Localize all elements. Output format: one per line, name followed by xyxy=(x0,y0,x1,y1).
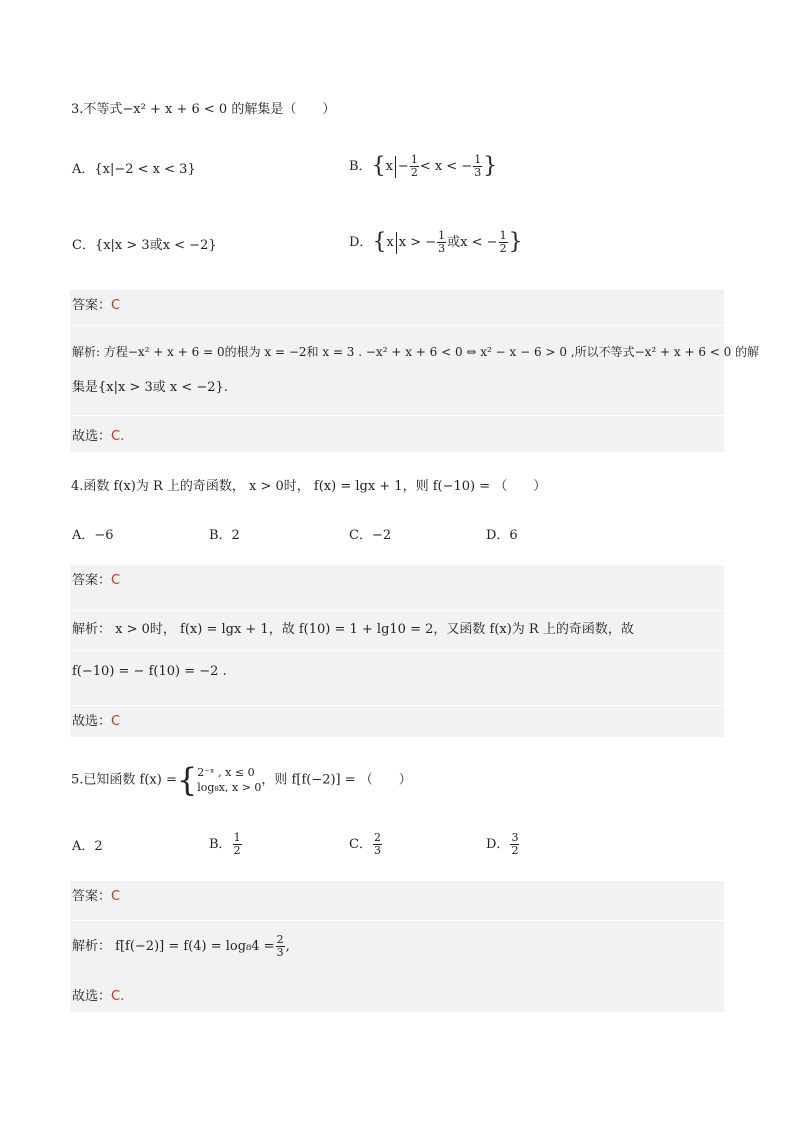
q5-option-c-label: C． xyxy=(349,837,372,852)
q4-option-c[interactable]: C．−2 xyxy=(349,528,392,543)
divider xyxy=(70,325,724,326)
q5-option-d-label: D． xyxy=(486,837,510,852)
left-brace-icon: { xyxy=(176,761,198,799)
q5-answer xyxy=(72,887,120,907)
q5-stem-pre: 5.已知函数 f(x) = xyxy=(71,772,177,788)
q3-choose-value: C. xyxy=(111,429,125,444)
q3-option-d-frac1: $\frac{1}{3}$ xyxy=(438,229,446,255)
q5-piece-2: log₈x, x > 0 xyxy=(197,781,262,794)
q3-option-c[interactable] xyxy=(72,236,217,256)
q4-choose-value: C xyxy=(111,714,121,729)
q5-option-d-frac: $\frac{3}{2}$ xyxy=(511,831,519,857)
q5-stem-post: ，则 f[f(−2)] = （ ） xyxy=(261,772,412,788)
q4-answer-box xyxy=(70,565,724,737)
q4-answer xyxy=(72,571,120,591)
q3-option-a-label: A． xyxy=(72,162,95,177)
q3-option-d-var: x xyxy=(386,235,394,250)
q3-option-b-frac2: $\frac{1}{3}$ xyxy=(474,153,482,179)
divider xyxy=(70,920,724,921)
q5-answer-value: C xyxy=(111,889,121,904)
q4-choose xyxy=(72,712,120,732)
q5-choose-label: 故选： xyxy=(72,989,112,1004)
q3-answer-label: 答案： xyxy=(72,298,112,313)
q4-analysis-cont: f(−10) = − f(10) = −2 . xyxy=(72,664,227,679)
q3-option-b-mid: − xyxy=(397,159,409,174)
q4-stem: 4.函数 f(x)为 R 上的奇函数， x > 0时， f(x) = lgx + 1，则 f(−10) = （ ） xyxy=(71,479,547,494)
q3-option-b-label: B． xyxy=(349,159,372,174)
q3-choose xyxy=(72,427,124,447)
q3-option-a-text: {x|−2 < x < 3} xyxy=(94,162,196,177)
q3-choose-label: 故选： xyxy=(72,429,112,444)
q5-analysis-pre: 解析： f[f(−2)] = f(4) = log₈4 = xyxy=(72,939,275,954)
q3-option-d[interactable] xyxy=(349,230,523,255)
q5-analysis-frac: $\frac{2}{3}$ xyxy=(276,933,284,959)
q4-choose-label: 故选： xyxy=(72,714,112,729)
q3-option-b-mid2: < x < − xyxy=(419,159,473,174)
divider xyxy=(70,705,724,706)
divider xyxy=(70,650,724,651)
q5-option-c[interactable] xyxy=(349,832,383,857)
divider xyxy=(70,415,724,416)
q5-choose xyxy=(72,987,124,1007)
q4-answer-label: 答案： xyxy=(72,573,112,588)
q3-option-d-mid: x > − xyxy=(398,235,437,250)
q3-stem: 3.不等式−x² + x + 6 < 0 的解集是（ ） xyxy=(71,102,336,117)
divider xyxy=(70,610,724,611)
q5-option-b[interactable] xyxy=(209,832,243,857)
q5-answer-label: 答案： xyxy=(72,889,112,904)
q5-piece-1: 2⁻ˣ , x ≤ 0 xyxy=(197,766,255,779)
q5-option-b-frac: $\frac{1}{2}$ xyxy=(233,831,241,857)
q3-answer xyxy=(72,296,120,316)
right-brace-icon: } xyxy=(508,229,523,255)
divider-bar-icon xyxy=(396,232,397,254)
q3-analysis: 解析: 方程−x² + x + 6 = 0的根为 x = −2和 x = 3 . −x² + x + 6 < 0 ⇔ x² − x − 6 > 0 ,所以不等式−x² + x + 6 < 0 的解 xyxy=(72,345,760,359)
q5-analysis xyxy=(72,934,290,959)
q3-option-d-label: D． xyxy=(349,235,373,250)
q3-option-a[interactable] xyxy=(72,160,196,180)
q5-stem xyxy=(71,761,412,799)
q3-answer-box xyxy=(70,290,724,452)
left-brace-icon: { xyxy=(372,229,387,255)
q3-option-d-mid2: 或x < − xyxy=(447,235,498,250)
q3-option-b[interactable] xyxy=(349,154,497,179)
q3-analysis-cont: 集是{x|x > 3或 x < −2}. xyxy=(72,380,228,395)
q3-answer-value: C xyxy=(111,298,121,313)
q4-answer-value: C xyxy=(111,573,121,588)
q5-choose-value: C. xyxy=(111,989,125,1004)
left-brace-icon: { xyxy=(371,153,386,179)
q3-option-b-frac1: $\frac{1}{2}$ xyxy=(410,153,418,179)
q4-analysis: 解析： x > 0时， f(x) = lgx + 1，故 f(10) = 1 + lg10 = 2，又函数 f(x)为 R 上的奇函数，故 xyxy=(72,622,634,637)
right-brace-icon: } xyxy=(483,153,498,179)
q5-option-b-label: B． xyxy=(209,837,232,852)
q4-option-b[interactable]: B．2 xyxy=(209,528,240,543)
q3-option-c-label: C． xyxy=(72,238,95,253)
q3-option-b-var: x xyxy=(385,159,393,174)
q5-option-d[interactable] xyxy=(486,832,520,857)
divider-bar-icon xyxy=(395,156,396,178)
q3-option-d-frac2: $\frac{1}{2}$ xyxy=(499,229,507,255)
q4-option-a[interactable]: A．−6 xyxy=(72,528,114,543)
q3-option-c-text: {x|x > 3或x < −2} xyxy=(94,238,217,253)
q5-option-c-frac: $\frac{2}{3}$ xyxy=(373,831,381,857)
q5-piecewise xyxy=(197,765,261,795)
q5-analysis-post: , xyxy=(285,939,290,954)
q4-option-d[interactable]: D．6 xyxy=(486,528,518,543)
q5-option-a[interactable]: A．2 xyxy=(72,839,103,854)
